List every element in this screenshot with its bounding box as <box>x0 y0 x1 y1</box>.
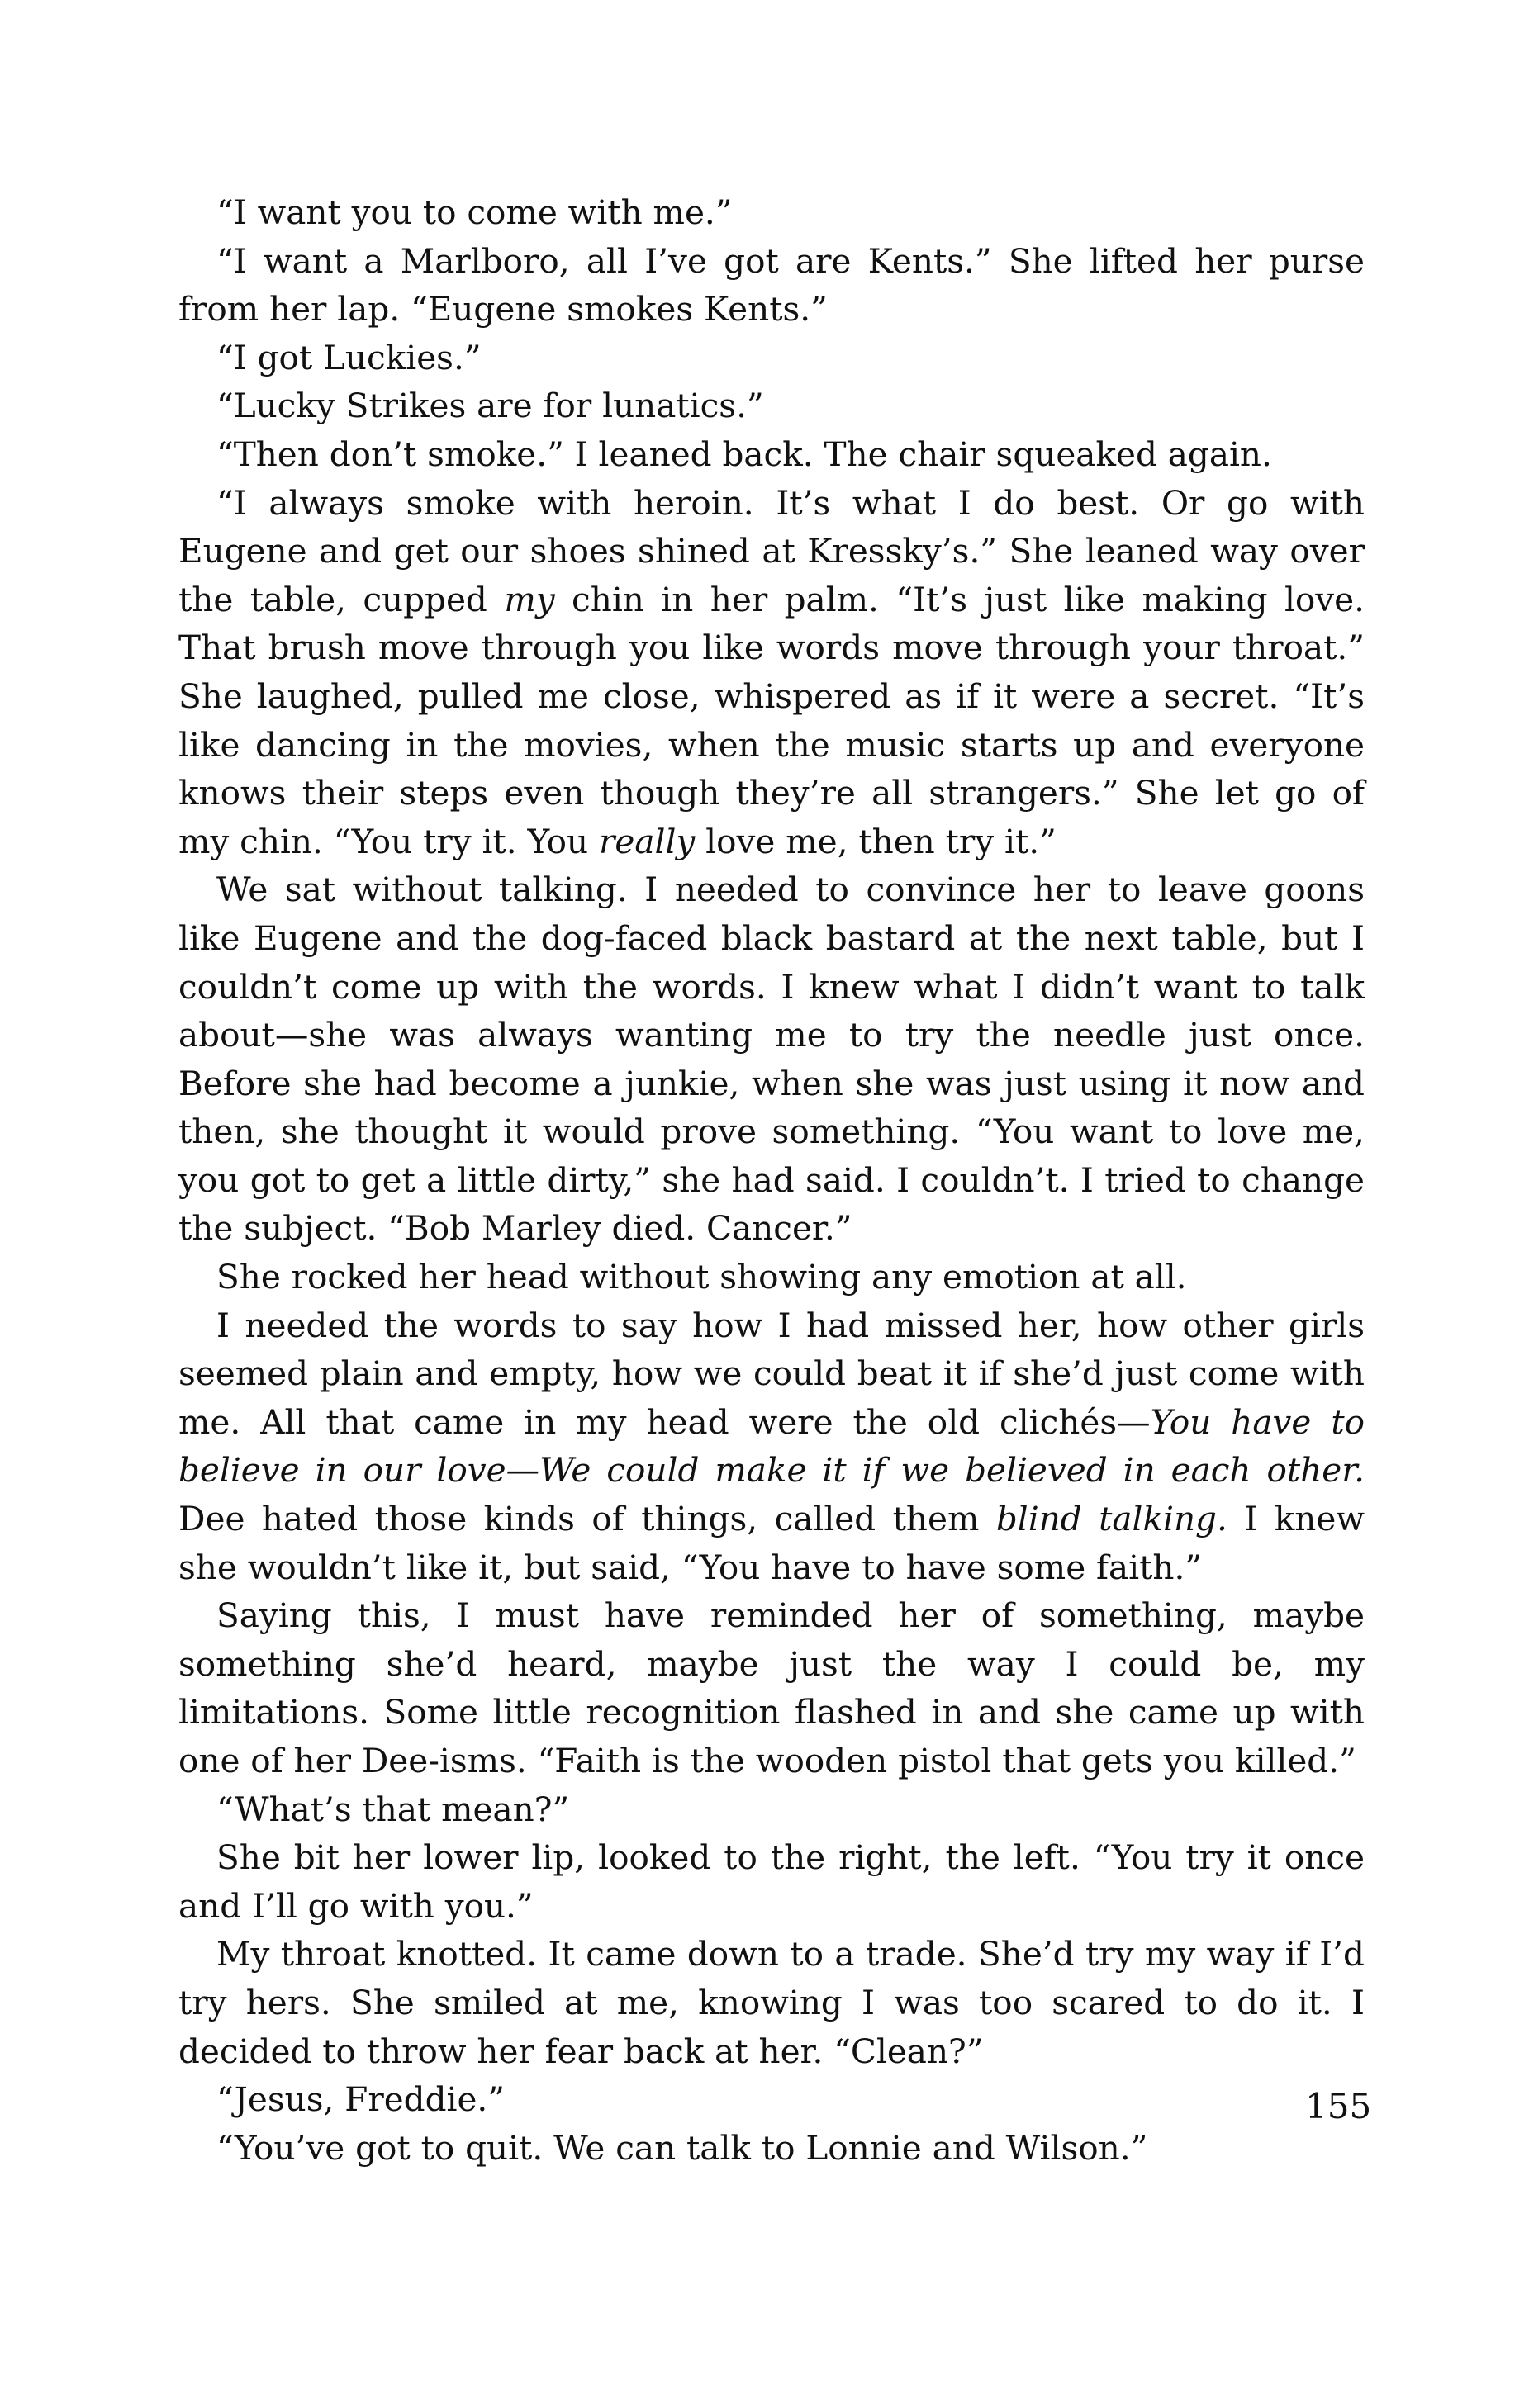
body-text <box>178 188 1372 2172</box>
paragraph: She bit her lower lip, looked to the right, the left. “You try it once and I’ll go with you.” <box>178 1837 1365 1926</box>
text-run: “I always smoke with heroin. It’s what I do best. Or go with Eugene and get our shoes shined at Kressky’s.” She leaned way over the table, cupped <box>178 482 1365 619</box>
italic-text: blind talking. <box>995 1499 1227 1539</box>
italic-text: my <box>504 579 555 619</box>
italic-text: You have to believe in our love—We could make it if we believed in each other. <box>178 1401 1365 1491</box>
paragraph: “You’ve got to quit. We can talk to Lonnie and Wilson.” <box>216 2127 1148 2168</box>
paragraph: “Then don’t smoke.” I leaned back. The chair squeaked again. <box>216 434 1272 474</box>
page-number: 155 <box>1305 2086 1372 2126</box>
paragraph: We sat without talking. I needed to convince her to leave goons like Eugene and the dog-faced black bastard at the next table, but I couldn’t come up with the words. I knew what I didn’t want to talk about—she was always wanting me to try the needle just once. Before she had become a junkie, when she was just using it now and then, she thought it would prove something. “You want to love me, you got to get a little dirty,” she had said. I couldn’t. I tried to change the subject. “Bob Marley died. Cancer.” <box>178 870 1365 1249</box>
paragraph: “I got Luckies.” <box>216 337 482 377</box>
text-run: I knew she wouldn’t like it, but said, “You have to have some faith.” <box>178 1499 1365 1587</box>
text-run: love me, then try it.” <box>695 821 1057 861</box>
paragraph: “I want a Marlboro, all I’ve got are Kents.” She lifted her purse from her lap. “Eugene smokes Kents.” <box>178 240 1365 329</box>
paragraph <box>178 1301 1365 1592</box>
paragraph: “Lucky Strikes are for lunatics.” <box>216 386 764 426</box>
paragraph: “I want you to come with me.” <box>216 192 733 232</box>
paragraph <box>178 479 1365 866</box>
paragraph: Saying this, I must have reminded her of something, maybe something she’d heard, maybe just the way I could be, my limitations. Some little recognition flashed in and she came up with one of her Dee-isms. “Faith is the wooden pistol that gets you killed.” <box>178 1595 1365 1780</box>
text-run: Dee hated those kinds of things, called them <box>178 1499 996 1539</box>
text-run: I needed the words to say how I had missed her, how other girls seemed plain and empty, how we could beat it if she’d just come with me. All that came in my head were the old clichés— <box>178 1305 1365 1442</box>
italic-text: really <box>599 821 696 861</box>
paragraph: My throat knotted. It came down to a trade. She’d try my way if I’d try hers. She smiled at me, knowing I was too scared to do it. I decided to throw her fear back at her. “Clean?” <box>178 1934 1365 2071</box>
paragraph: “What’s that mean?” <box>216 1789 570 1829</box>
text-run: chin in her palm. “It’s just like making love. That brush move through you like words move through your throat.” She laughed, pulled me close, whispered as if it were a secret. “It’s like dancing in the movies, when the music starts up and everyone knows their steps even though they’re all strangers.” She let go of my chin. “You try it. You <box>178 579 1365 861</box>
paragraph: “Jesus, Freddie.” <box>216 2079 506 2120</box>
paragraph: She rocked her head without showing any emotion at all. <box>216 1257 1187 1297</box>
